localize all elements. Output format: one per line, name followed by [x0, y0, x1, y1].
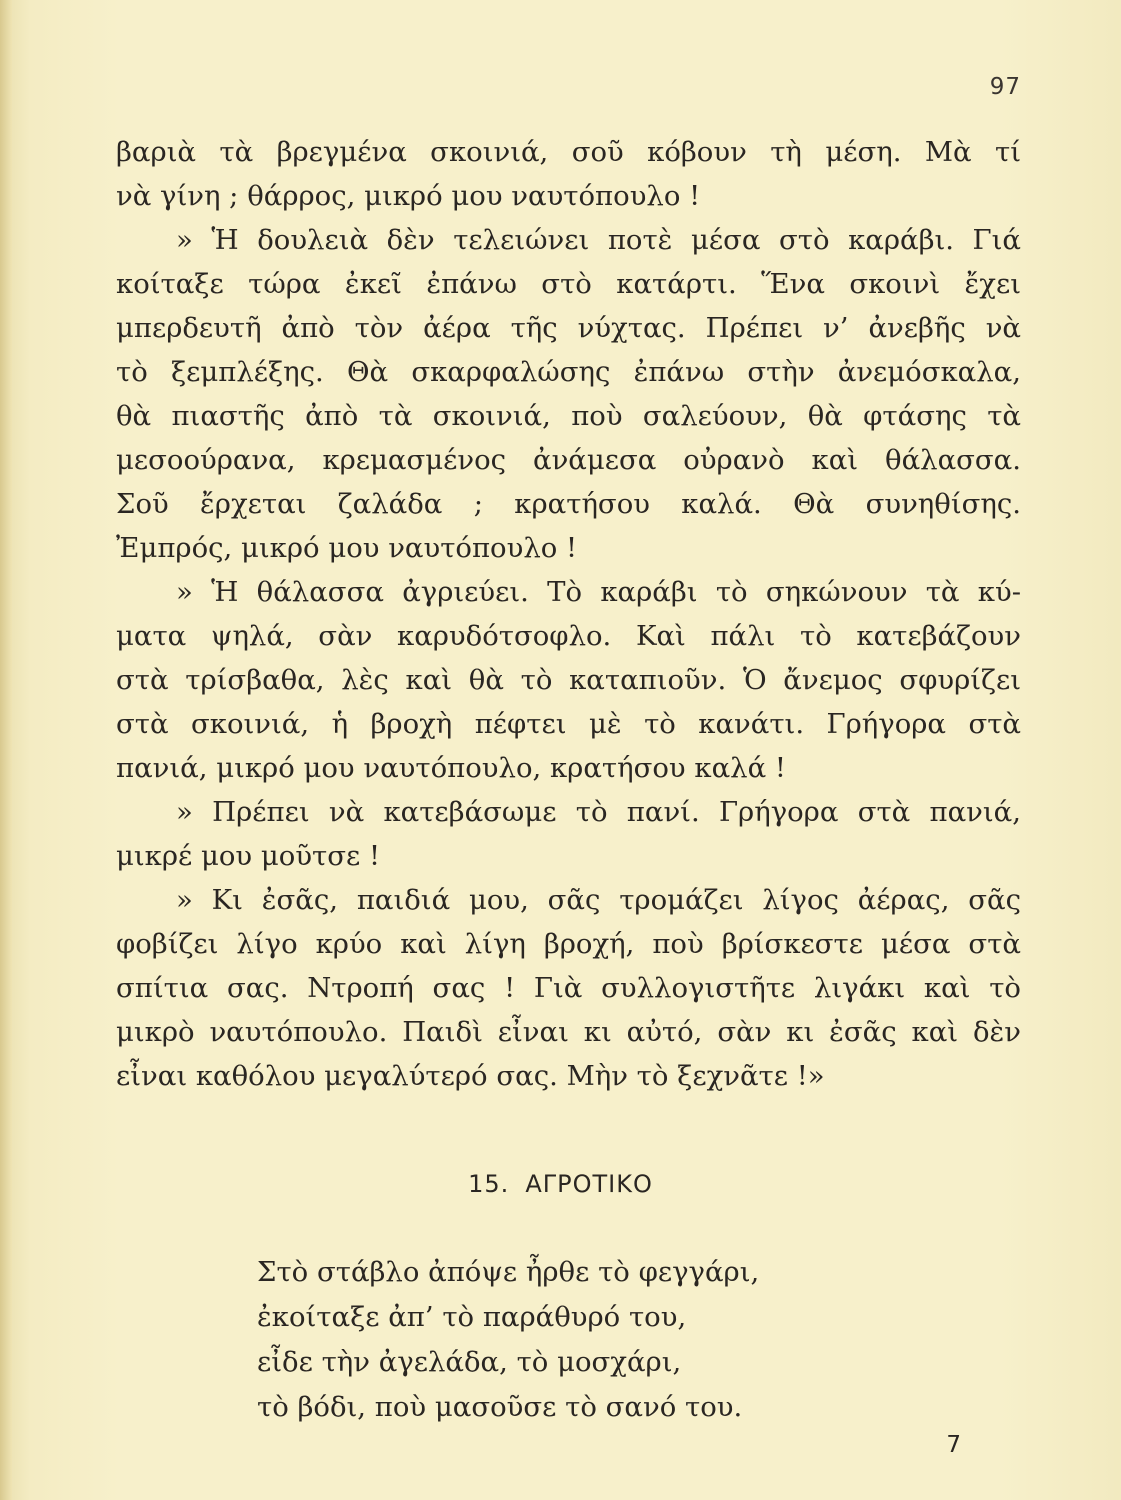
prose-line: φοβίζει λίγο κρύο καὶ λίγη βροχή, ποὺ βρίσκεστε μέσα στὰ	[116, 928, 1021, 960]
prose-line: μεσοούρανα, κρεμασμένος ἀνάμεσα οὐρανὸ καὶ θάλασσα.	[116, 444, 1021, 476]
prose-line: μικρέ μου μοῦτσε !	[116, 840, 381, 872]
prose-line: » Κι ἐσᾶς, παιδιά μου, σᾶς τρομάζει λίγος ἀέρας, σᾶς	[176, 884, 1021, 916]
prose-line: στὰ σκοινιά, ἡ βροχὴ πέφτει μὲ τὸ κανάτι. Γρήγορα στὰ	[116, 708, 1021, 740]
page-number: 97	[989, 74, 1021, 100]
binding-edge	[0, 0, 12, 1500]
section-heading	[0, 1170, 1121, 1198]
prose-line: κοίταξε τώρα ἐκεῖ ἐπάνω στὸ κατάρτι. Ἕνα σκοινὶ ἔχει	[116, 268, 1021, 300]
prose-line: » Ἡ δουλειὰ δὲν τελειώνει ποτὲ μέσα στὸ καράβι. Γιά	[176, 224, 1021, 256]
prose-line: νὰ γίνη ; θάρρος, μικρό μου ναυτόπουλο !	[116, 180, 701, 212]
prose-line: » Πρέπει νὰ κατεβάσωμε τὸ πανί. Γρήγορα στὰ πανιά,	[176, 796, 1021, 828]
section-number: 15.	[468, 1170, 510, 1198]
prose-line: μικρὸ ναυτόπουλο. Παιδὶ εἶναι κι αὐτό, σὰν κι ἐσᾶς καὶ δὲν	[116, 1016, 1021, 1048]
prose-line: στὰ τρίσβαθα, λὲς καὶ θὰ τὸ καταπιοῦν. Ὁ ἄνεμος σφυρίζει	[116, 664, 1021, 696]
poem-verse: Στὸ στάβλο ἀπόψε ἦρθε τὸ φεγγάρι,	[257, 1256, 760, 1288]
prose-line: Ἐμπρός, μικρό μου ναυτόπουλο !	[116, 532, 578, 564]
section-title: ΑΓΡΟΤΙΚΟ	[525, 1170, 653, 1198]
printer-signature-number: 7	[946, 1432, 961, 1458]
prose-line: Σοῦ ἔρχεται ζαλάδα ; κρατήσου καλά. Θὰ συνηθίσης.	[116, 488, 1021, 520]
prose-line: εἶναι καθόλου μεγαλύτερό σας. Μὴν τὸ ξεχνᾶτε !»	[116, 1060, 825, 1092]
poem-verse: εἶδε τὴν ἀγελάδα, τὸ μοσχάρι,	[257, 1346, 682, 1378]
prose-line: τὸ ξεμπλέξης. Θὰ σκαρφαλώσης ἐπάνω στὴν ἀνεμόσκαλα,	[116, 356, 1021, 388]
prose-block	[116, 130, 1021, 1098]
prose-line: σπίτια σας. Ντροπή σας ! Γιὰ συλλογιστῆτε λιγάκι καὶ τὸ	[116, 972, 1021, 1004]
poem-verse: τὸ βόδι, ποὺ μασοῦσε τὸ σανό του.	[257, 1391, 743, 1423]
prose-line: βαριὰ τὰ βρεγμένα σκοινιά, σοῦ κόβουν τὴ μέση. Μὰ τί	[116, 136, 1021, 168]
prose-line: θὰ πιαστῆς ἀπὸ τὰ σκοινιά, ποὺ σαλεύουν, θὰ φτάσης τὰ	[116, 400, 1021, 432]
prose-line: ματα ψηλά, σὰν καρυδότσοφλο. Καὶ πάλι τὸ κατεβάζουν	[116, 620, 1021, 652]
prose-line: μπερδευτῆ ἀπὸ τὸν ἀέρα τῆς νύχτας. Πρέπει ν’ ἀνεβῆς νὰ	[116, 312, 1021, 344]
poem	[257, 1250, 759, 1430]
prose-line: » Ἡ θάλασσα ἀγριεύει. Τὸ καράβι τὸ σηκώνουν τὰ κύ-	[176, 576, 1021, 608]
poem-verse: ἐκοίταξε ἀπ’ τὸ παράθυρό του,	[257, 1301, 687, 1333]
prose-line: πανιά, μικρό μου ναυτόπουλο, κρατήσου καλά !	[116, 752, 786, 784]
